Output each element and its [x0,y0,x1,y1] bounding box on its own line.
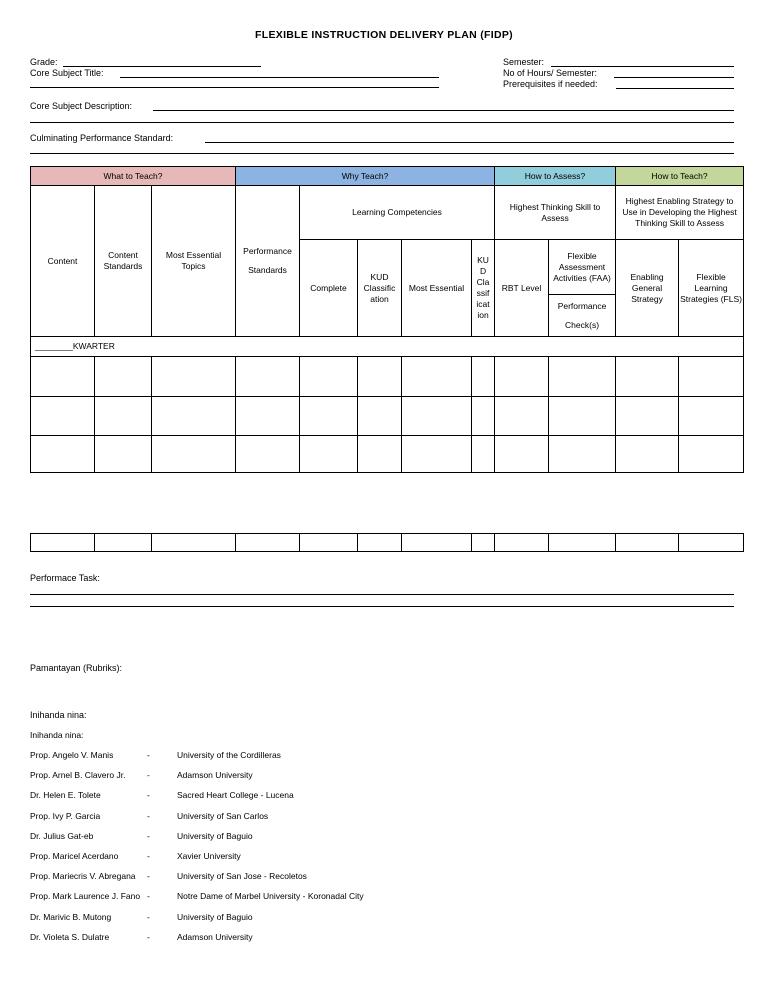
document-title: FLEXIBLE INSTRUCTION DELIVERY PLAN (FIDP) [255,29,513,41]
table-cell[interactable] [31,534,95,552]
header-performance-standards [236,186,300,337]
signatory-org: Xavier University [177,851,241,861]
performance-standards-line-1: Performance [243,246,292,256]
signatory-dash: - [147,770,150,780]
performance-task-label: Performace Task: [30,573,100,583]
header-performance-checks [549,295,616,337]
table-cell[interactable] [472,397,495,436]
fidp-table [30,166,744,473]
table-cell[interactable] [95,436,152,473]
signatory-name: Dr. Violeta S. Dulatre [30,932,110,942]
table-row [31,397,744,436]
signatory-org: Sacred Heart College - Lucena [177,790,294,800]
header-rbt-level: RBT Level [495,240,549,337]
table-cell[interactable] [495,357,549,397]
table-cell[interactable] [616,436,679,473]
table-cell[interactable] [402,436,472,473]
header-how-to-teach: How to Teach? [616,167,744,186]
table-row [31,534,744,552]
table-cell[interactable] [358,357,402,397]
signatory-org: University of San Jose - Recoletos [177,871,307,881]
table-cell[interactable] [300,397,358,436]
table-cell[interactable] [236,534,300,552]
signatory-name: Prop. Mariecris V. Abregana [30,871,136,881]
signatory-name: Dr. Helen E. Tolete [30,790,101,800]
signatory-org: Adamson University [177,932,253,942]
performance-standards-line-2: Standards [248,265,287,275]
core-subject-title-label: Core Subject Title: [30,68,104,78]
signatory-dash: - [147,932,150,942]
table-row [31,357,744,397]
signatory-org: Adamson University [177,770,253,780]
table-cell[interactable] [236,397,300,436]
table-cell[interactable] [152,534,236,552]
table-cell[interactable] [679,357,744,397]
semester-label: Semester: [503,57,545,67]
signatory-dash: - [147,811,150,821]
quarter-row: ________KWARTER [31,337,744,357]
table-cell[interactable] [549,397,616,436]
standard-line[interactable] [205,142,734,143]
grade-label: Grade: [30,57,58,67]
table-cell[interactable] [679,534,744,552]
table-cell[interactable] [152,436,236,473]
table-cell[interactable] [679,436,744,473]
header-what-to-teach: What to Teach? [31,167,236,186]
prepared-by-subheading: Inihanda nina: [30,730,84,740]
core-subject-title-line-2[interactable] [30,87,439,88]
table-cell[interactable] [95,534,152,552]
header-highest-enabling-strategy: Highest Enabling Strategy to Use in Developing the Highest Thinking Skill to Assess [616,186,744,240]
table-row [31,436,744,473]
table-cell[interactable] [300,357,358,397]
performance-task-line-2[interactable] [30,606,734,607]
signatory-dash: - [147,871,150,881]
header-how-to-assess: How to Assess? [495,167,616,186]
table-cell[interactable] [616,534,679,552]
table-cell[interactable] [95,357,152,397]
table-cell[interactable] [152,357,236,397]
header-learning-competencies: Learning Competencies [300,186,495,240]
header-complete: Complete [300,240,358,337]
table-cell[interactable] [549,436,616,473]
hours-label: No of Hours/ Semester: [503,68,598,78]
table-cell[interactable] [472,534,495,552]
prepared-by-heading: Inihanda nina: [30,710,87,720]
fidp-table-extra-row [30,533,744,552]
semester-line[interactable] [551,66,734,67]
header-content-standards: Content Standards [95,186,152,337]
table-cell[interactable] [495,397,549,436]
header-kud-classification: KUD Classific ation [358,240,402,337]
table-cell[interactable] [358,397,402,436]
header-fls: Flexible Learning Strategies (FLS) [679,240,744,337]
grade-line[interactable] [63,66,261,67]
signatory-name: Prop. Ivy P. Garcia [30,811,101,821]
header-most-essential-topics: Most Essential Topics [152,186,236,337]
table-cell[interactable] [236,436,300,473]
header-enabling-general: Enabling General Strategy [616,240,679,337]
table-cell[interactable] [31,357,95,397]
header-why-teach: Why Teach? [236,167,495,186]
table-cell[interactable] [549,357,616,397]
table-cell[interactable] [300,534,358,552]
standard-line-2[interactable] [30,153,734,154]
signatory-name: Prop. Maricel Acerdano [30,851,119,861]
signatory-org: Notre Dame of Marbel University - Koronadal City [177,891,364,901]
table-cell[interactable] [152,397,236,436]
signatory-dash: - [147,891,150,901]
signatory-dash: - [147,750,150,760]
standard-label: Culminating Performance Standard: [30,133,174,143]
table-cell[interactable] [31,397,95,436]
signatory-dash: - [147,831,150,841]
signatory-dash: - [147,851,150,861]
table-cell[interactable] [358,436,402,473]
table-cell[interactable] [495,436,549,473]
signatory-name: Prop. Mark Laurence J. Fano [30,891,141,901]
table-cell[interactable] [472,436,495,473]
prereq-label: Prerequisites if needed: [503,79,598,89]
signatory-name: Prop. Arnel B. Clavero Jr. [30,770,126,780]
table-cell[interactable] [95,397,152,436]
hours-line[interactable] [614,77,734,78]
table-cell[interactable] [616,397,679,436]
table-cell[interactable] [549,534,616,552]
table-cell[interactable] [495,534,549,552]
performance-task-line-1[interactable] [30,594,734,595]
performance-checks-line-1: Performance [557,300,607,311]
header-kud-narrow: KU D Cla ssif icat ion [472,240,495,337]
table-cell[interactable] [402,534,472,552]
signatory-dash: - [147,790,150,800]
rubrics-label: Pamantayan (Rubriks): [30,663,123,673]
core-subject-title-line[interactable] [120,77,439,78]
table-cell[interactable] [236,357,300,397]
header-most-essential: Most Essential [402,240,472,337]
description-line-2[interactable] [30,122,734,123]
table-cell[interactable] [402,357,472,397]
signatory-org: University of San Carlos [177,811,269,821]
header-content: Content [31,186,95,337]
table-cell[interactable] [402,397,472,436]
signatory-name: Prop. Angelo V. Manis [30,750,114,760]
table-cell[interactable] [300,436,358,473]
signatory-org: University of the Cordilleras [177,750,281,760]
signatory-org: University of Baguio [177,912,253,922]
signatory-dash: - [147,912,150,922]
description-label: Core Subject Description: [30,101,133,111]
header-highest-thinking-skill: Highest Thinking Skill to Assess [495,186,616,240]
description-line[interactable] [153,110,734,111]
header-faa: Flexible Assessment Activities (FAA) [549,240,616,295]
performance-checks-line-2: Check(s) [565,319,600,330]
signatory-name: Dr. Julius Gat-eb [30,831,94,841]
signatory-org: University of Baguio [177,831,253,841]
table-cell[interactable] [679,397,744,436]
table-cell[interactable] [31,436,95,473]
table-cell[interactable] [616,357,679,397]
prereq-line[interactable] [616,88,734,89]
signatory-name: Dr. Marivic B. Mutong [30,912,112,922]
table-cell[interactable] [472,357,495,397]
table-cell[interactable] [358,534,402,552]
